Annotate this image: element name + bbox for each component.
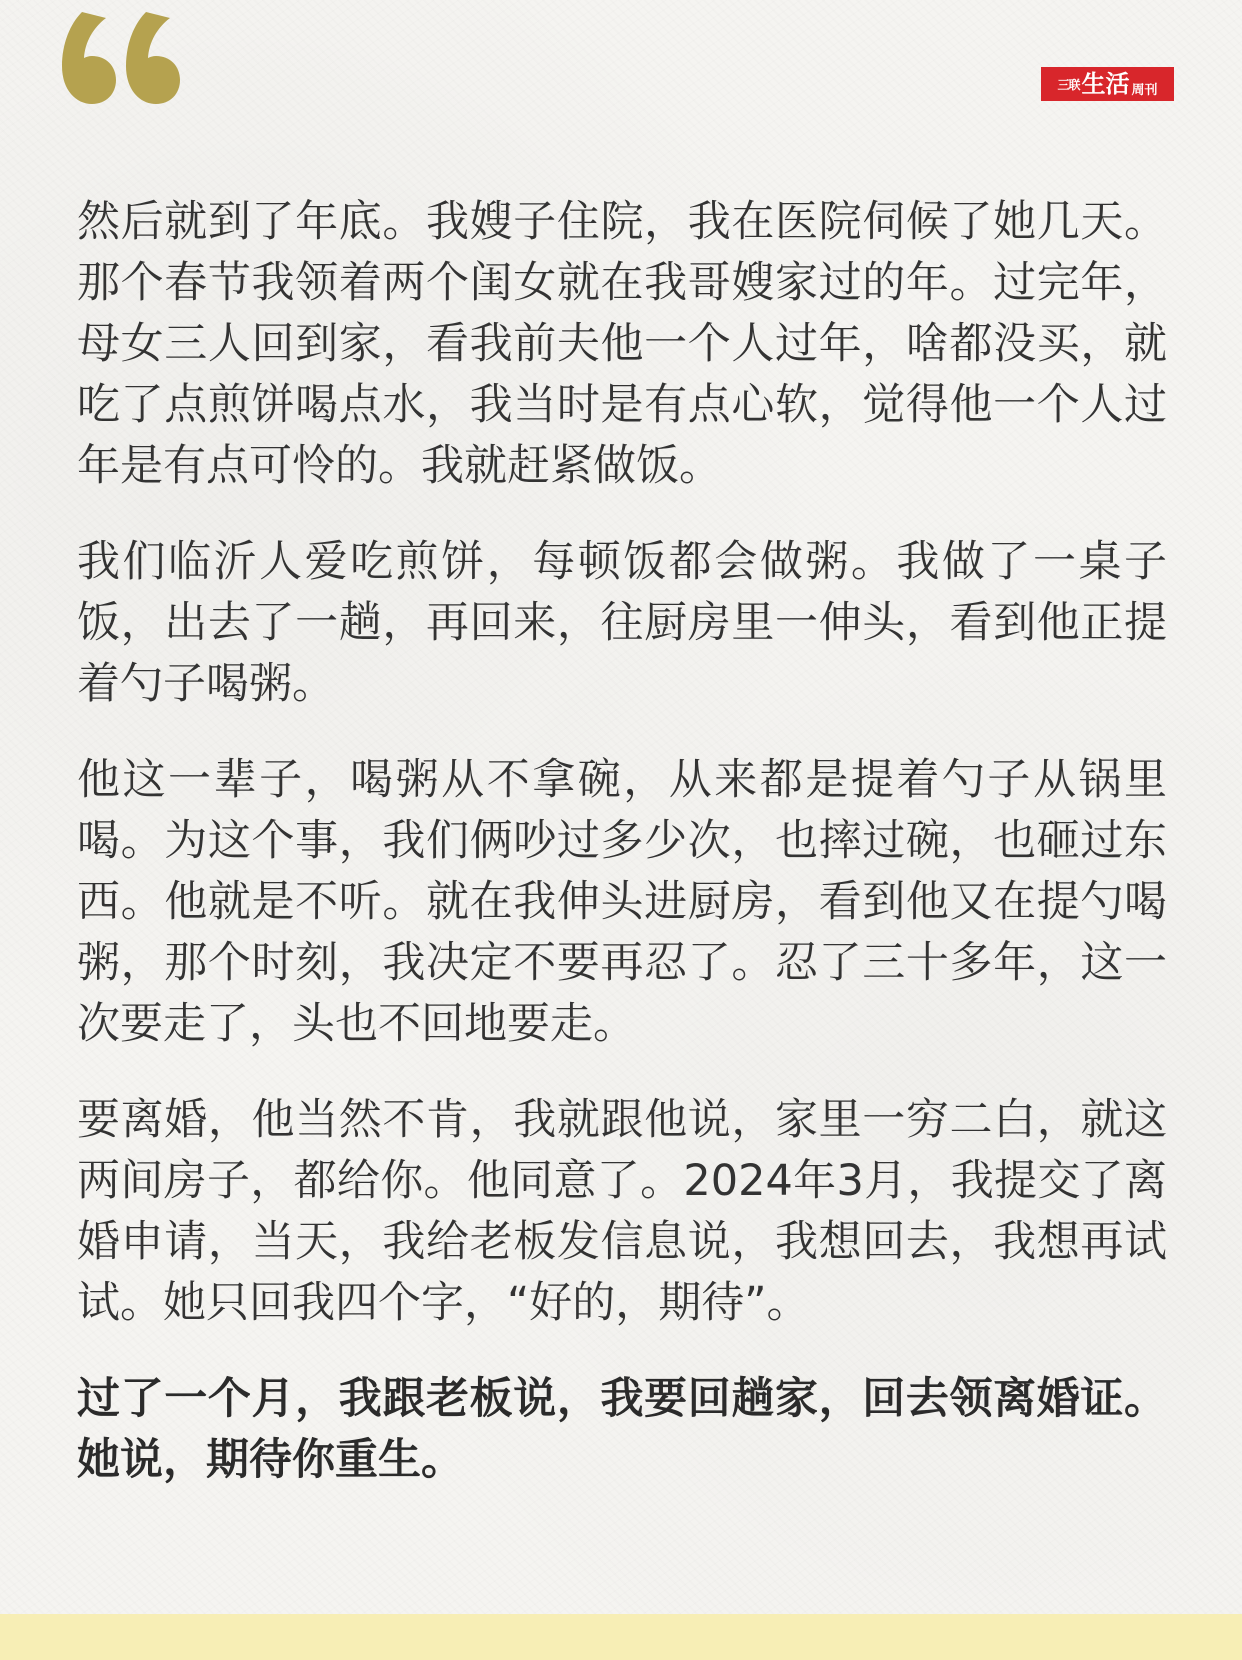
article-paragraph-highlight: 过了一个月，我跟老板说，我要回趟家，回去领离婚证。她说，期待你重生。 bbox=[77, 1374, 1167, 1485]
logo-sub: 周刊 bbox=[1131, 82, 1158, 98]
article-paragraph-2: 我们临沂人爱吃煎饼，每顿饭都会做粥。我做了一桌子饭，出去了一趟，再回来，往厨房里一伸头，看到他正提着勺子喝粥。 bbox=[77, 537, 1167, 709]
article-body bbox=[77, 192, 1167, 1526]
article-paragraph-3: 他这一辈子，喝粥从不拿碗，从来都是提着勺子从锅里喝。为这个事，我们俩吵过多少次，也摔过碗，也砸过东西。他就是不听。就在我伸头进厨房，看到他又在提勺喝粥，那个时刻，我决定不要再忍了。忍了三十多年，这一次要走了，头也不回地要走。 bbox=[77, 755, 1167, 1049]
logo-main: 生活 bbox=[1081, 69, 1130, 98]
logo-prefix: 三联 bbox=[1057, 77, 1080, 92]
article-paragraph-4: 要离婚，他当然不肯，我就跟他说，家里一穷二白，就这两间房子，都给你。他同意了。2024年3月，我提交了离婚申请，当天，我给老板发信息说，我想回去，我想再试试。她只回我四个字，“好的，期待”。 bbox=[77, 1095, 1167, 1328]
opening-double-quote-icon bbox=[60, 8, 190, 108]
article-paragraph-1: 然后就到了年底。我嫂子住院，我在医院伺候了她几天。那个春节我领着两个闺女就在我哥嫂家过的年。过完年，母女三人回到家，看我前夫他一个人过年，啥都没买，就吃了点煎饼喝点水，我当时是有点心软，觉得他一个人过年是有点可怜的。我就赶紧做饭。 bbox=[77, 197, 1167, 491]
publication-logo bbox=[1041, 67, 1174, 101]
footer-band bbox=[0, 1614, 1242, 1660]
